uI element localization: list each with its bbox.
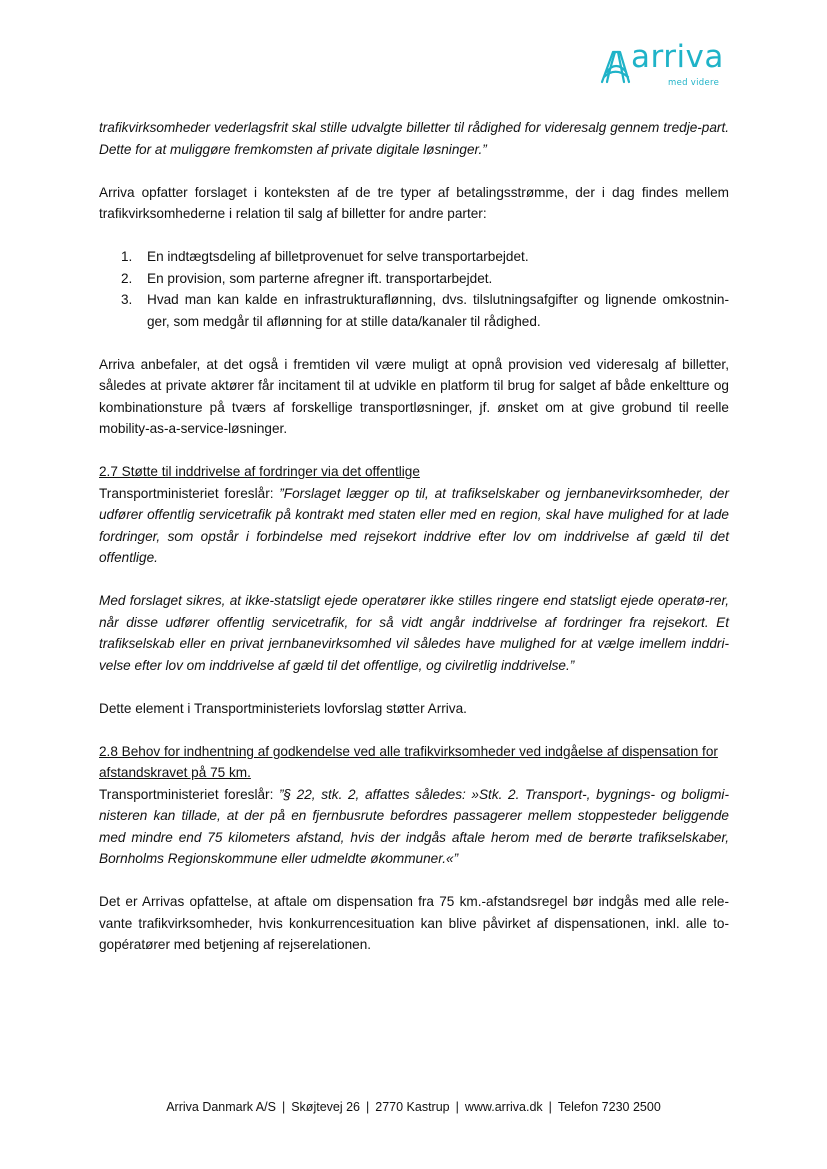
footer-company: Arriva Danmark A/S	[166, 1100, 276, 1114]
footer-website-link[interactable]: www.arriva.dk	[464, 1100, 543, 1114]
section-2-7-proposal: Transportministeriet foreslår: ”Forslaget lægger op til, at trafikselskaber og jernbanevirksomheder, der udfører offentlig servicetrafik på kontrakt med staten eller med en region, skal have mulighed for at lade fordringer, som opstår i forbindelse med rejsekort inddrive efter lov om inddrivelse af gæld til det offentlige.	[99, 485, 729, 565]
recommendation-paragraph: Arriva anbefaler, at det også i fremtiden vil være muligt at opnå provision ved videresalg af billetter, således at private aktører får incitament til at udvikle en platform til brug for salget af både enkeltture og kombinationsture på tværs af forskellige transportløsninger, jf. ønsket om at give grobund til reelle mobility-as-a-service-løsninger.	[99, 356, 729, 436]
section-2-7-heading: 2.7 Støtte til inddrivelse af fordringer via det offentlige	[99, 464, 420, 479]
context-paragraph: Arriva opfatter forslaget i konteksten af de tre typer af betalingsstrømme, der i dag findes mellem trafikvirksomhederne i relation til salg af billetter for andre parter:	[99, 184, 729, 221]
section-2-8-proposal: Transportministeriet foreslår: ”§ 22, stk. 2, affattes således: »Stk. 2. Transport-, bygnings- og boligmi-nisteren kan tillade, at der på en fjernbusrute befordres passagerer mellem stoppesteder beliggende med mindre end 75 kilometers afstand, hvis der indgås aftale herom med de berørte trafikselskaber, Bornholms Regionskommune eller udmeldte økommuner.«”	[99, 786, 729, 866]
footer-separator: |	[455, 1100, 459, 1114]
intro-quote-end: trafikvirksomheder vederlagsfrit skal stille udvalgte billetter til rådighed for videresalg gennem tredje-part. Dette for at muliggøre fremkomsten af private digitale løsninger.”	[99, 120, 729, 157]
footer-address: Skøjtevej 26	[291, 1100, 360, 1114]
section-2-8-heading: 2.8 Behov for indhentning af godkendelse ved alle trafikvirksomheder ved indgåelse af dispensation for afstandskravet på 75 km.	[99, 743, 718, 780]
footer-city: 2770 Kastrup	[375, 1100, 450, 1114]
logo-wordmark: arriva	[631, 39, 724, 75]
list-item: 2. En provision, som parterne afregner ift. transportarbejdet.	[121, 270, 493, 286]
arriva-logo-mark-icon	[598, 48, 632, 86]
section-2-7-proposal-continued: Med forslaget sikres, at ikke-statsligt ejede operatører ikke stilles ringere end statsligt ejede operatø-rer, når disse udfører offentlig servicetrafik, for så vidt angår inddrivelse af fordringer fra rejsekort. Et trafikselskab eller en privat jernbanevirksomhed vil således have mulighed for at vælge imellem inddri-velse efter lov om inddrivelse af gæld til det offentlige, og civilretlig inddrivelse.”	[99, 593, 729, 673]
page-footer	[0, 1100, 827, 1114]
list-item: 3. Hvad man kan kalde en infrastrukturaflønning, dvs. tilslutningsafgifter og lignende omkostnin-ger, som medgår til aflønning for at stille data/kanaler til rådighed.	[121, 292, 729, 329]
arriva-logo	[598, 39, 728, 92]
list-item: 1. En indtægtsdeling af billetprovenuet for selve transportarbejdet.	[121, 249, 529, 264]
footer-separator: |	[281, 1100, 286, 1114]
document-body	[99, 117, 729, 956]
payment-flow-list	[99, 246, 729, 332]
footer-phone: Telefon 7230 2500	[557, 1100, 661, 1114]
section-2-7-response: Dette element i Transportministeriets lovforslag støtter Arriva.	[99, 700, 467, 716]
logo-tagline: med videre	[668, 78, 720, 88]
section-2-8-response: Det er Arrivas opfattelse, at aftale om dispensation fra 75 km.-afstandsregel bør indgås med alle rele-vante trafikvirksomheder, hvis konkurrencesituation kan blive påvirket af dispensationen, inkl. alle to-gopératører med betjening af rejserelationen.	[99, 894, 729, 952]
footer-separator: |	[366, 1100, 370, 1114]
footer-separator: |	[548, 1100, 552, 1114]
